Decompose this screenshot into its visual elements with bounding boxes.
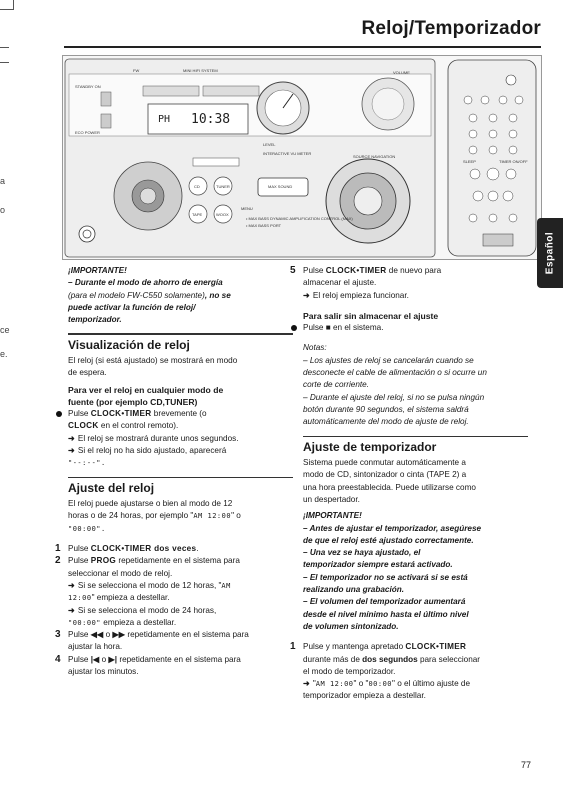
text: repetidamente en el sistema para <box>116 556 240 566</box>
stop-icon: ■ <box>325 323 331 333</box>
fig-label-minihifi: MINI HIFI SYSTEM <box>183 68 218 73</box>
margin-text: o <box>0 205 6 215</box>
fig-label-tape: TAPE <box>192 212 203 217</box>
step-number: 3 <box>55 629 61 641</box>
fig-label-cd: CD <box>194 184 200 189</box>
fig-label-fw: FW <box>133 68 140 73</box>
language-tab-label: Español <box>544 231 556 275</box>
device-drawing <box>63 56 542 260</box>
step-number: 1 <box>55 543 61 555</box>
fast-forward-icon: ▶▶ <box>112 630 126 640</box>
display-code: AM 12:00 <box>193 512 232 521</box>
left-column <box>55 265 293 678</box>
display-clock: 10:38 <box>191 112 231 127</box>
step-number: 4 <box>55 653 61 665</box>
step-number: 5 <box>290 265 296 276</box>
language-tab <box>537 218 563 288</box>
bullet-icon <box>291 325 297 331</box>
arrow-icon: ➜ <box>303 290 310 300</box>
important-line: desde el nivel mínimo hasta el último nivel <box>303 609 469 619</box>
text: Pulse <box>68 630 91 640</box>
fig-label-interactive: INTERACTIVE VU METER <box>263 151 312 156</box>
fold-mark <box>0 47 9 48</box>
fig-label-volume: VOLUME <box>393 70 410 75</box>
section-title: Visualización de reloj <box>68 337 190 352</box>
text: Pulse <box>68 556 91 566</box>
important-line: de volumen sintonizado. <box>303 621 399 631</box>
important-line: , no se <box>204 290 231 300</box>
fig-label-level: LEVEL <box>263 142 276 147</box>
notes-heading: Notas: <box>303 343 327 353</box>
text: Si el reloj no ha sido ajustado, aparecerá <box>77 446 227 456</box>
emphasis: dos segundos <box>362 654 418 664</box>
section-title: Ajuste del reloj <box>68 481 155 496</box>
display-code: AM <box>221 581 231 590</box>
display-code: "00:00". <box>68 524 106 533</box>
important-heading: ¡IMPORTANTE! <box>303 511 362 521</box>
text: en el control remoto). <box>98 421 179 431</box>
note-line: automáticamente del modo de ajuste de reloj. <box>303 417 469 427</box>
margin-text: e. <box>0 349 8 359</box>
key-name: CLOCK <box>68 421 99 431</box>
step-text: el modo de temporizador. <box>303 666 396 676</box>
important-line: – Una vez se haya ajustado, el <box>303 548 421 558</box>
text: brevemente (o <box>151 409 207 419</box>
arrow-icon: ➜ <box>68 433 75 443</box>
display-code: 12:00 <box>68 594 92 603</box>
text: " <box>312 679 316 689</box>
note-line: botón durante 90 segundos, el sistema saldrá <box>303 404 469 414</box>
text: de nuevo para <box>386 266 442 275</box>
step-text: seleccionar el modo de reloj. <box>68 568 173 578</box>
text: " o el último ajuste de <box>392 679 471 689</box>
sub-heading: Para ver el reloj en cualquier modo de <box>68 384 224 395</box>
paragraph: modo de CD, sintonizador o cinta (TAPE 2) a <box>303 470 467 480</box>
important-line: temporizador. <box>68 315 122 325</box>
step-text: almacenar el ajuste. <box>303 278 377 288</box>
important-line: temporizador siempre estará activado. <box>303 560 453 570</box>
rewind-icon: ◀◀ <box>90 630 104 640</box>
arrow-icon: ➜ <box>68 605 75 615</box>
display-code: 00:00 <box>368 680 393 689</box>
fig-label-standby: STANDBY ON <box>75 84 101 89</box>
fig-label-timer: TIMER ON/OFF <box>499 159 528 164</box>
display-code: AM 12:00 <box>315 680 354 689</box>
text: El reloj se mostrará durante unos segundos. <box>77 433 239 443</box>
note-line: – Durante el ajuste del reloj, si no se pulsa ningún <box>303 392 485 402</box>
key-name: CLOCK•TIMER <box>325 266 387 275</box>
note-line: corte de corriente. <box>303 380 369 390</box>
paragraph: El reloj (si está ajustado) se mostrará en modo <box>68 355 238 365</box>
text: Si se selecciona el modo de 24 horas, <box>77 605 217 615</box>
sub-heading: Para salir sin almacenar el ajuste <box>303 310 439 321</box>
arrow-icon: ➜ <box>68 580 75 590</box>
right-column <box>290 265 528 703</box>
paragraph: un despertador. <box>303 494 360 504</box>
step-number: 2 <box>55 555 61 567</box>
fig-label-notes1: • MAX BASS DYNAMIC AMPLIFICATION CONTROL (MAX) <box>246 216 353 221</box>
fig-label-menu: MENU <box>241 206 253 211</box>
text: " empieza a destellar. <box>91 593 170 603</box>
text: Pulse <box>303 266 326 275</box>
sub-heading: fuente (por ejemplo CD,TUNER) <box>68 396 198 407</box>
fig-label-maxsound: MAX SOUND <box>268 184 293 189</box>
important-heading: ¡IMPORTANTE! <box>68 266 127 275</box>
key-name: CLOCK•TIMER dos veces <box>90 544 197 554</box>
text: " o " <box>353 679 369 689</box>
paragraph: una hora preestablecida. Puede utilizarse como <box>303 482 476 492</box>
important-line: – Durante el modo de ahorro de energía <box>68 278 223 288</box>
arrow-icon: ➜ <box>68 446 75 456</box>
crop-mark <box>0 0 14 10</box>
section-title: Ajuste de temporizador <box>303 440 437 455</box>
step-text: ajustar los minutos. <box>68 667 139 677</box>
step-number: 1 <box>290 641 296 653</box>
display-code: "00:00" <box>68 618 102 627</box>
important-line: puede activar la función de reloj/ <box>68 302 196 312</box>
text: horas o de 24 horas, por ejemplo " <box>68 511 194 521</box>
fig-label-sleep: SLEEP <box>463 159 476 164</box>
step-text: ajustar la hora. <box>68 642 123 652</box>
display-ph-label: PH <box>158 114 171 125</box>
important-line: – Antes de ajustar el temporizador, asegúrese <box>303 523 482 533</box>
important-line: de que el reloj esté ajustado correctamente. <box>303 535 474 545</box>
margin-text: ce <box>0 325 10 335</box>
key-name: CLOCK•TIMER <box>405 642 467 652</box>
text: Si se selecciona el modo de 12 horas, " <box>77 580 222 590</box>
important-line: – El volumen del temporizador aumentará <box>303 597 466 607</box>
fold-mark <box>0 62 9 63</box>
previous-icon: |◀ <box>90 654 100 664</box>
note-line: desconecte el cable de alimentación o si ocurre un <box>303 368 487 378</box>
fig-label-tuner: TUNER <box>216 184 230 189</box>
arrow-icon: ➜ <box>303 679 310 689</box>
text: Pulse <box>303 323 326 333</box>
next-icon: ▶| <box>108 654 118 664</box>
key-name: CLOCK•TIMER <box>90 409 152 419</box>
text: " o <box>231 511 241 521</box>
fig-label-source-nav: SOURCE NAVIGATION <box>353 154 396 159</box>
text: en el sistema. <box>330 323 384 333</box>
text: repetidamente en el sistema para <box>125 630 249 640</box>
text: empieza a destellar. <box>101 617 177 627</box>
section-divider <box>68 477 293 479</box>
text: o <box>103 630 113 640</box>
text: Pulse y mantenga apretado <box>303 642 406 652</box>
text: El reloj empieza funcionar. <box>312 290 409 300</box>
section-divider <box>303 436 528 438</box>
page-number: 77 <box>520 760 531 770</box>
title-divider <box>64 46 541 48</box>
fig-label-eco: ECO POWER <box>75 130 100 135</box>
bullet-icon <box>56 411 62 417</box>
text: durante más de <box>303 654 363 664</box>
key-name: PROG <box>90 556 117 566</box>
page-title: Reloj/Temporizador <box>361 18 541 39</box>
important-line: realizando una grabación. <box>303 585 405 595</box>
paragraph: de espera. <box>68 368 107 378</box>
fig-label-wooxx: WOOX <box>216 212 229 217</box>
fig-label-notes2: • MAX BASS PORT <box>246 223 282 228</box>
step-text: temporizador empieza a destellar. <box>303 691 426 701</box>
text: o <box>99 654 109 664</box>
section-divider <box>68 333 293 335</box>
text: Pulse <box>68 654 91 664</box>
important-line: (para el modelo FW-C550 solamente) <box>68 290 205 300</box>
text: Pulse <box>68 409 91 419</box>
text: para seleccionar <box>417 654 481 664</box>
important-line: – El temporizador no se activará si se está <box>303 572 468 582</box>
text: Pulse <box>68 544 91 554</box>
margin-text: a <box>0 176 6 186</box>
text: . <box>196 544 199 554</box>
display-code: "--:--". <box>68 459 106 468</box>
note-line: – Los ajustes de reloj se cancelarán cuando se <box>303 355 474 365</box>
paragraph: Sistema puede conmutar automáticamente a <box>303 458 466 468</box>
text: repetidamente en el sistema para <box>117 654 241 664</box>
device-illustration <box>62 55 542 260</box>
paragraph: El reloj puede ajustarse o bien al modo de 12 <box>68 499 233 509</box>
